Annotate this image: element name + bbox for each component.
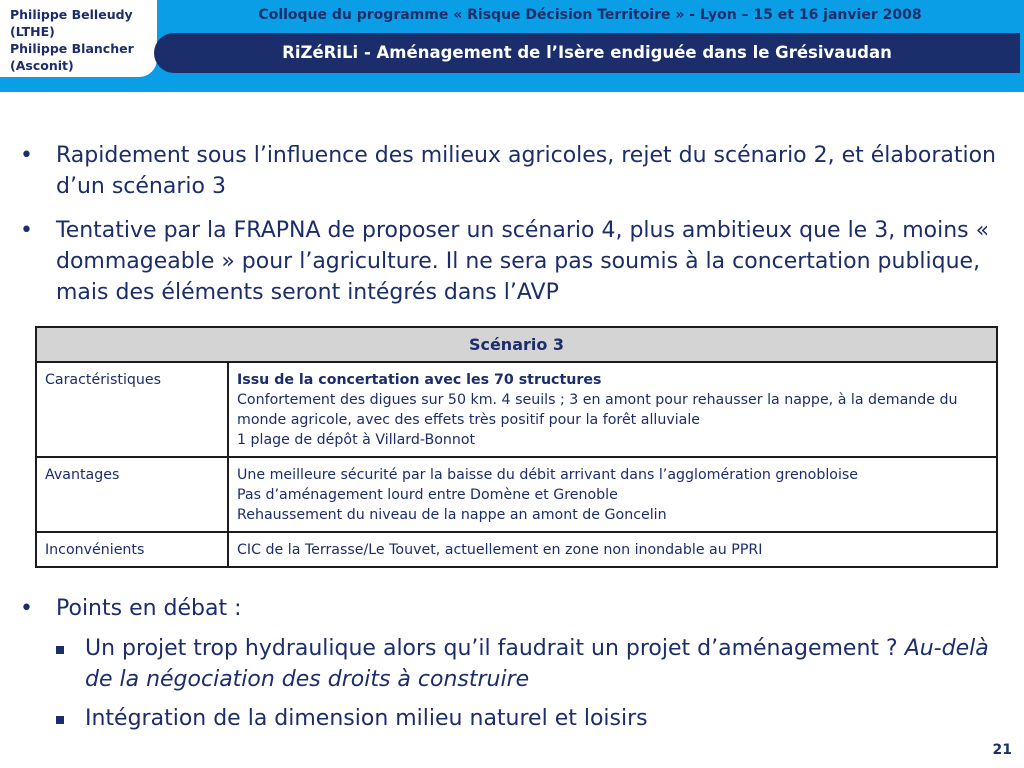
row-label: Avantages xyxy=(36,457,228,532)
author-line: Philippe Blancher xyxy=(10,41,134,56)
row-line: CIC de la Terrasse/Le Touvet, actuellement en zone non inondable au PPRI xyxy=(237,542,763,558)
row-line: 1 plage de dépôt à Villard-Bonnot xyxy=(237,432,476,448)
bullet-text: Tentative par la FRAPNA de proposer un scénario 4, plus ambitieux que le 3, moins « dommageable » pour l’agriculture. Il ne sera pas soumis à la concertation publique, mais des éléments seront intégrés dans l’AVP xyxy=(56,218,990,305)
row-line: Issu de la concertation avec les 70 structures xyxy=(237,372,602,388)
row-line: Confortement des digues sur 50 km. 4 seuils ; 3 en amont pour rehausser la nappe, à la demande du monde agricole, avec des effets très positif pour la forêt alluviale xyxy=(237,392,958,428)
row-line: Pas d’aménagement lourd entre Domène et Grenoble xyxy=(237,487,618,503)
bullet-text: Rapidement sous l’influence des milieux agricoles, rejet du scénario 2, et élaboration d’un scénario 3 xyxy=(56,143,996,199)
sub-bullet-italic: Au-delà de la négociation des droits à construire xyxy=(85,636,989,692)
author-affiliation: (Asconit) xyxy=(10,58,74,73)
scenario-table xyxy=(35,326,998,568)
table-header-row xyxy=(36,327,997,362)
table-header: Scénario 3 xyxy=(36,327,997,362)
table-row xyxy=(36,457,997,532)
row-content xyxy=(228,362,997,457)
bullet-text: Points en débat : xyxy=(56,596,242,621)
author-line: Philippe Belleudy xyxy=(10,7,133,22)
bullet-list-bottom xyxy=(20,593,1000,628)
header-band xyxy=(0,0,1024,92)
bullet-list-top xyxy=(20,140,1000,321)
row-line: Rehaussement du niveau de la nappe an amont de Goncelin xyxy=(237,507,667,523)
row-content xyxy=(228,532,997,567)
square-bullet-icon xyxy=(56,646,64,654)
table-row xyxy=(36,532,997,567)
sub-bullet-text: Un projet trop hydraulique alors qu’il faudrait un projet d’aménagement ? xyxy=(85,636,905,661)
slide-title: RiZéRiLi - Aménagement de l’Isère endiguée dans le Grésivaudan xyxy=(282,43,892,62)
title-banner xyxy=(154,33,1020,73)
colloque-subtitle: Colloque du programme « Risque Décision Territoire » - Lyon – 15 et 16 janvier 2008 xyxy=(258,7,922,23)
sub-bullet-item xyxy=(34,633,994,695)
page-number: 21 xyxy=(992,742,1012,758)
row-line: Une meilleure sécurité par la baisse du débit arrivant dans l’agglomération grenobloise xyxy=(237,467,859,483)
authors-box xyxy=(0,0,157,77)
sub-bullet-text: Intégration de la dimension milieu naturel et loisirs xyxy=(85,706,648,731)
table-row xyxy=(36,362,997,457)
row-label: Caractéristiques xyxy=(36,362,228,457)
bullet-dot: • xyxy=(20,596,33,621)
row-content xyxy=(228,457,997,532)
bullet-item xyxy=(20,140,1000,202)
sub-bullet-list xyxy=(34,633,994,742)
bullet-dot: • xyxy=(20,143,33,168)
bullet-item xyxy=(20,215,1000,308)
row-label: Inconvénients xyxy=(36,532,228,567)
sub-bullet-item xyxy=(34,703,994,734)
bullet-item xyxy=(20,593,1000,624)
author-affiliation: (LTHE) xyxy=(10,24,55,39)
bullet-dot: • xyxy=(20,218,33,243)
square-bullet-icon xyxy=(56,716,64,724)
